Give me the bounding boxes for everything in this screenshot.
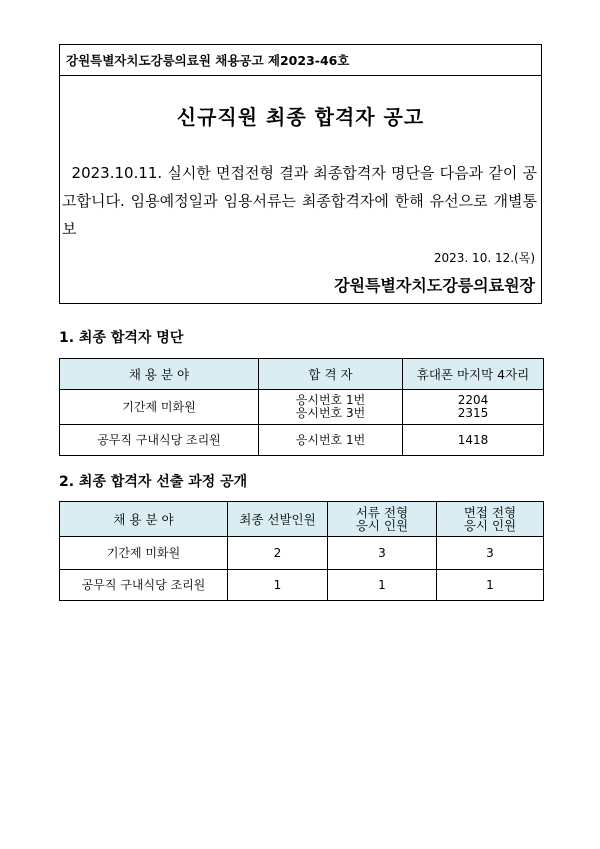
cell-field: 공무직 구내식당 조리원 — [60, 570, 228, 601]
cell-phones — [403, 390, 544, 425]
cell-field: 기간제 미화원 — [60, 390, 259, 425]
header-field: 채 용 분 야 — [60, 359, 259, 390]
cell-document-count: 1 — [328, 570, 437, 601]
cell-interview-count: 3 — [437, 537, 544, 570]
cell-applicant: 응시번호 3번 — [295, 406, 366, 420]
header-applicant: 합 격 자 — [259, 359, 403, 390]
table-row — [60, 537, 544, 570]
header-field: 채 용 분 야 — [60, 502, 228, 537]
notice-issuer: 강원특별자치도강릉의료원장 — [334, 276, 535, 295]
notice-box — [59, 44, 542, 304]
cell-field: 공무직 구내식당 조리원 — [60, 425, 259, 456]
table-row — [60, 570, 544, 601]
cell-field: 기간제 미화원 — [60, 537, 228, 570]
section2-title: 2. 최종 합격자 선출 과정 공개 — [59, 474, 248, 490]
cell-phone: 2204 — [457, 393, 489, 407]
header-line: 면접 전형 — [463, 505, 517, 520]
selection-process-table — [59, 501, 544, 601]
table-row — [60, 425, 544, 456]
notice-body-text: 2023.10.11. 실시한 면접전형 결과 최종합격자 명단을 다음과 같이 공고합니다. 임용예정일과 임용서류는 최종합격자에 한해 유선으로 개별통보 — [62, 164, 537, 238]
notice-date: 2023. 10. 12.(목) — [433, 251, 535, 265]
table-header-row — [60, 502, 544, 537]
header-final-count: 최종 선발인원 — [228, 502, 328, 537]
table-header-row — [60, 359, 544, 390]
header-line: 응시 인원 — [463, 518, 517, 533]
cell-final-count: 2 — [228, 537, 328, 570]
cell-applicant: 응시번호 1번 — [295, 393, 366, 407]
header-line: 서류 전형 — [355, 505, 409, 520]
section1-title: 1. 최종 합격자 명단 — [59, 330, 184, 346]
notice-divider — [60, 75, 541, 76]
cell-final-count: 1 — [228, 570, 328, 601]
header-interview-screening — [437, 502, 544, 537]
notice-title: 신규직원 최종 합격자 공고 — [176, 105, 425, 129]
cell-phone: 2315 — [457, 406, 489, 420]
header-document-screening — [328, 502, 437, 537]
notice-number: 강원특별자치도강릉의료원 채용공고 제2023-46호 — [66, 53, 350, 68]
cell-phone: 1418 — [403, 425, 544, 456]
cell-document-count: 3 — [328, 537, 437, 570]
cell-interview-count: 1 — [437, 570, 544, 601]
header-line: 응시 인원 — [355, 518, 409, 533]
table-row — [60, 390, 544, 425]
cell-applicants — [259, 390, 403, 425]
notice-body — [62, 159, 537, 243]
cell-applicant: 응시번호 1번 — [259, 425, 403, 456]
final-applicants-table — [59, 358, 544, 456]
header-phone: 휴대폰 마지막 4자리 — [403, 359, 544, 390]
